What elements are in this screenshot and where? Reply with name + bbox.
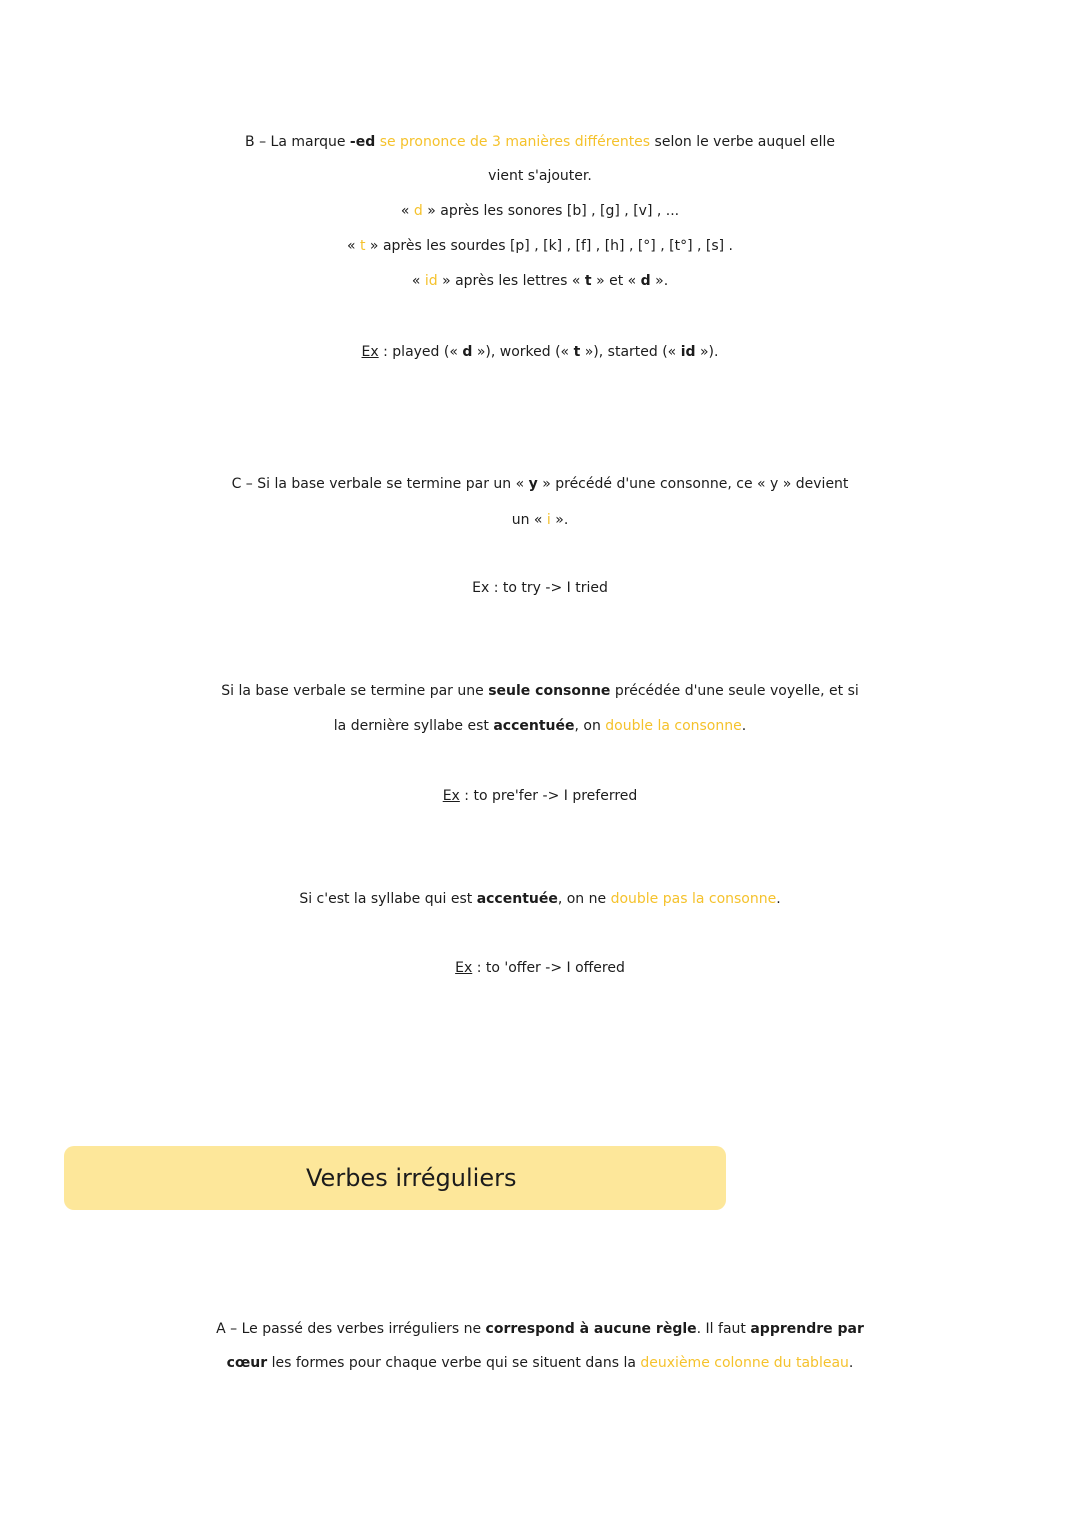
bold-text: y: [528, 476, 538, 492]
double-example: [0, 779, 1080, 813]
section-heading: Verbes irréguliers: [306, 1164, 517, 1192]
text: un «: [511, 512, 547, 528]
example-label: Ex: [455, 960, 473, 976]
section-b-rule-d: [0, 194, 1080, 228]
text: vient s'ajouter.: [488, 168, 592, 184]
bold-text: t: [584, 273, 592, 289]
bold-text: cœur: [226, 1355, 268, 1371]
text: Si c'est la syllabe qui est: [299, 891, 477, 907]
text: , on: [574, 718, 606, 734]
section-c-line-2: [0, 503, 1080, 537]
example-label: Ex: [442, 788, 460, 804]
bold-text: seule consonne: [488, 683, 611, 699]
bold-text: t: [573, 344, 581, 360]
bold-text: id: [680, 344, 696, 360]
section-b-rule-t: [0, 229, 1080, 263]
text: précédée d'une seule voyelle, et si: [610, 683, 859, 699]
highlight-text: i: [546, 512, 551, 528]
text: » après les sonores [b] , [g] , [v] , ...: [422, 203, 680, 219]
section-b-example: [0, 335, 1080, 369]
text: : played («: [378, 344, 463, 360]
text: »), started («: [580, 344, 681, 360]
highlight-text: deuxième colonne du tableau: [640, 1355, 849, 1371]
text: . Il faut: [696, 1321, 751, 1337]
text: .: [741, 718, 747, 734]
text: les formes pour chaque verbe qui se situent dans la: [267, 1355, 641, 1371]
nodouble-line-1: [0, 882, 1080, 916]
highlight-text: double pas la consonne: [610, 891, 777, 907]
text: »), worked («: [472, 344, 574, 360]
text: » précédé d'une consonne, ce « y » devient: [537, 476, 849, 492]
text: C – Si la base verbale se termine par un «: [231, 476, 529, 492]
text: : to pre'fer -> I preferred: [459, 788, 638, 804]
bold-text: d: [640, 273, 651, 289]
text: : to 'offer -> I offered: [472, 960, 625, 976]
highlight-text: t: [359, 238, 366, 254]
text: A – Le passé des verbes irréguliers ne: [216, 1321, 486, 1337]
text: » et «: [591, 273, 641, 289]
section-b-line-1: [0, 125, 1080, 159]
double-line-2: [0, 709, 1080, 743]
double-line-1: [0, 674, 1080, 708]
section-b-rule-id: [0, 264, 1080, 298]
section-c-example: [0, 571, 1080, 605]
text: B – La marque: [245, 134, 350, 150]
text: «: [346, 238, 360, 254]
text: »).: [695, 344, 719, 360]
text: la dernière syllabe est: [333, 718, 494, 734]
text: «: [400, 203, 414, 219]
highlight-text: d: [413, 203, 423, 219]
text: , on ne: [557, 891, 611, 907]
section-b-line-2: [0, 159, 1080, 193]
text: ».: [650, 273, 669, 289]
nodouble-example: [0, 951, 1080, 985]
highlight-text: se prononce de 3 manières différentes: [379, 134, 651, 150]
text: selon le verbe auquel elle: [650, 134, 835, 150]
bold-text: accentuée: [493, 718, 575, 734]
text: .: [848, 1355, 854, 1371]
text: » après les sourdes [p] , [k] , [f] , [h] , [°] , [t°] , [s] .: [365, 238, 734, 254]
example-label: Ex: [361, 344, 379, 360]
highlight-text: id: [424, 273, 438, 289]
text: .: [776, 891, 781, 907]
section-heading-box: [64, 1146, 726, 1210]
text: Si la base verbale se termine par une: [221, 683, 489, 699]
irregular-line-2: [0, 1346, 1080, 1380]
text: » après les lettres «: [437, 273, 585, 289]
section-c-line-1: [0, 467, 1080, 501]
text: «: [411, 273, 425, 289]
bold-text: accentuée: [476, 891, 558, 907]
highlight-text: double la consonne: [605, 718, 742, 734]
text: Ex : to try -> I tried: [472, 580, 608, 596]
ed-suffix: -ed: [349, 134, 376, 150]
irregular-line-1: [0, 1312, 1080, 1346]
bold-text: d: [462, 344, 473, 360]
text: ».: [550, 512, 569, 528]
bold-text: correspond à aucune règle: [485, 1321, 697, 1337]
bold-text: apprendre par: [750, 1321, 864, 1337]
